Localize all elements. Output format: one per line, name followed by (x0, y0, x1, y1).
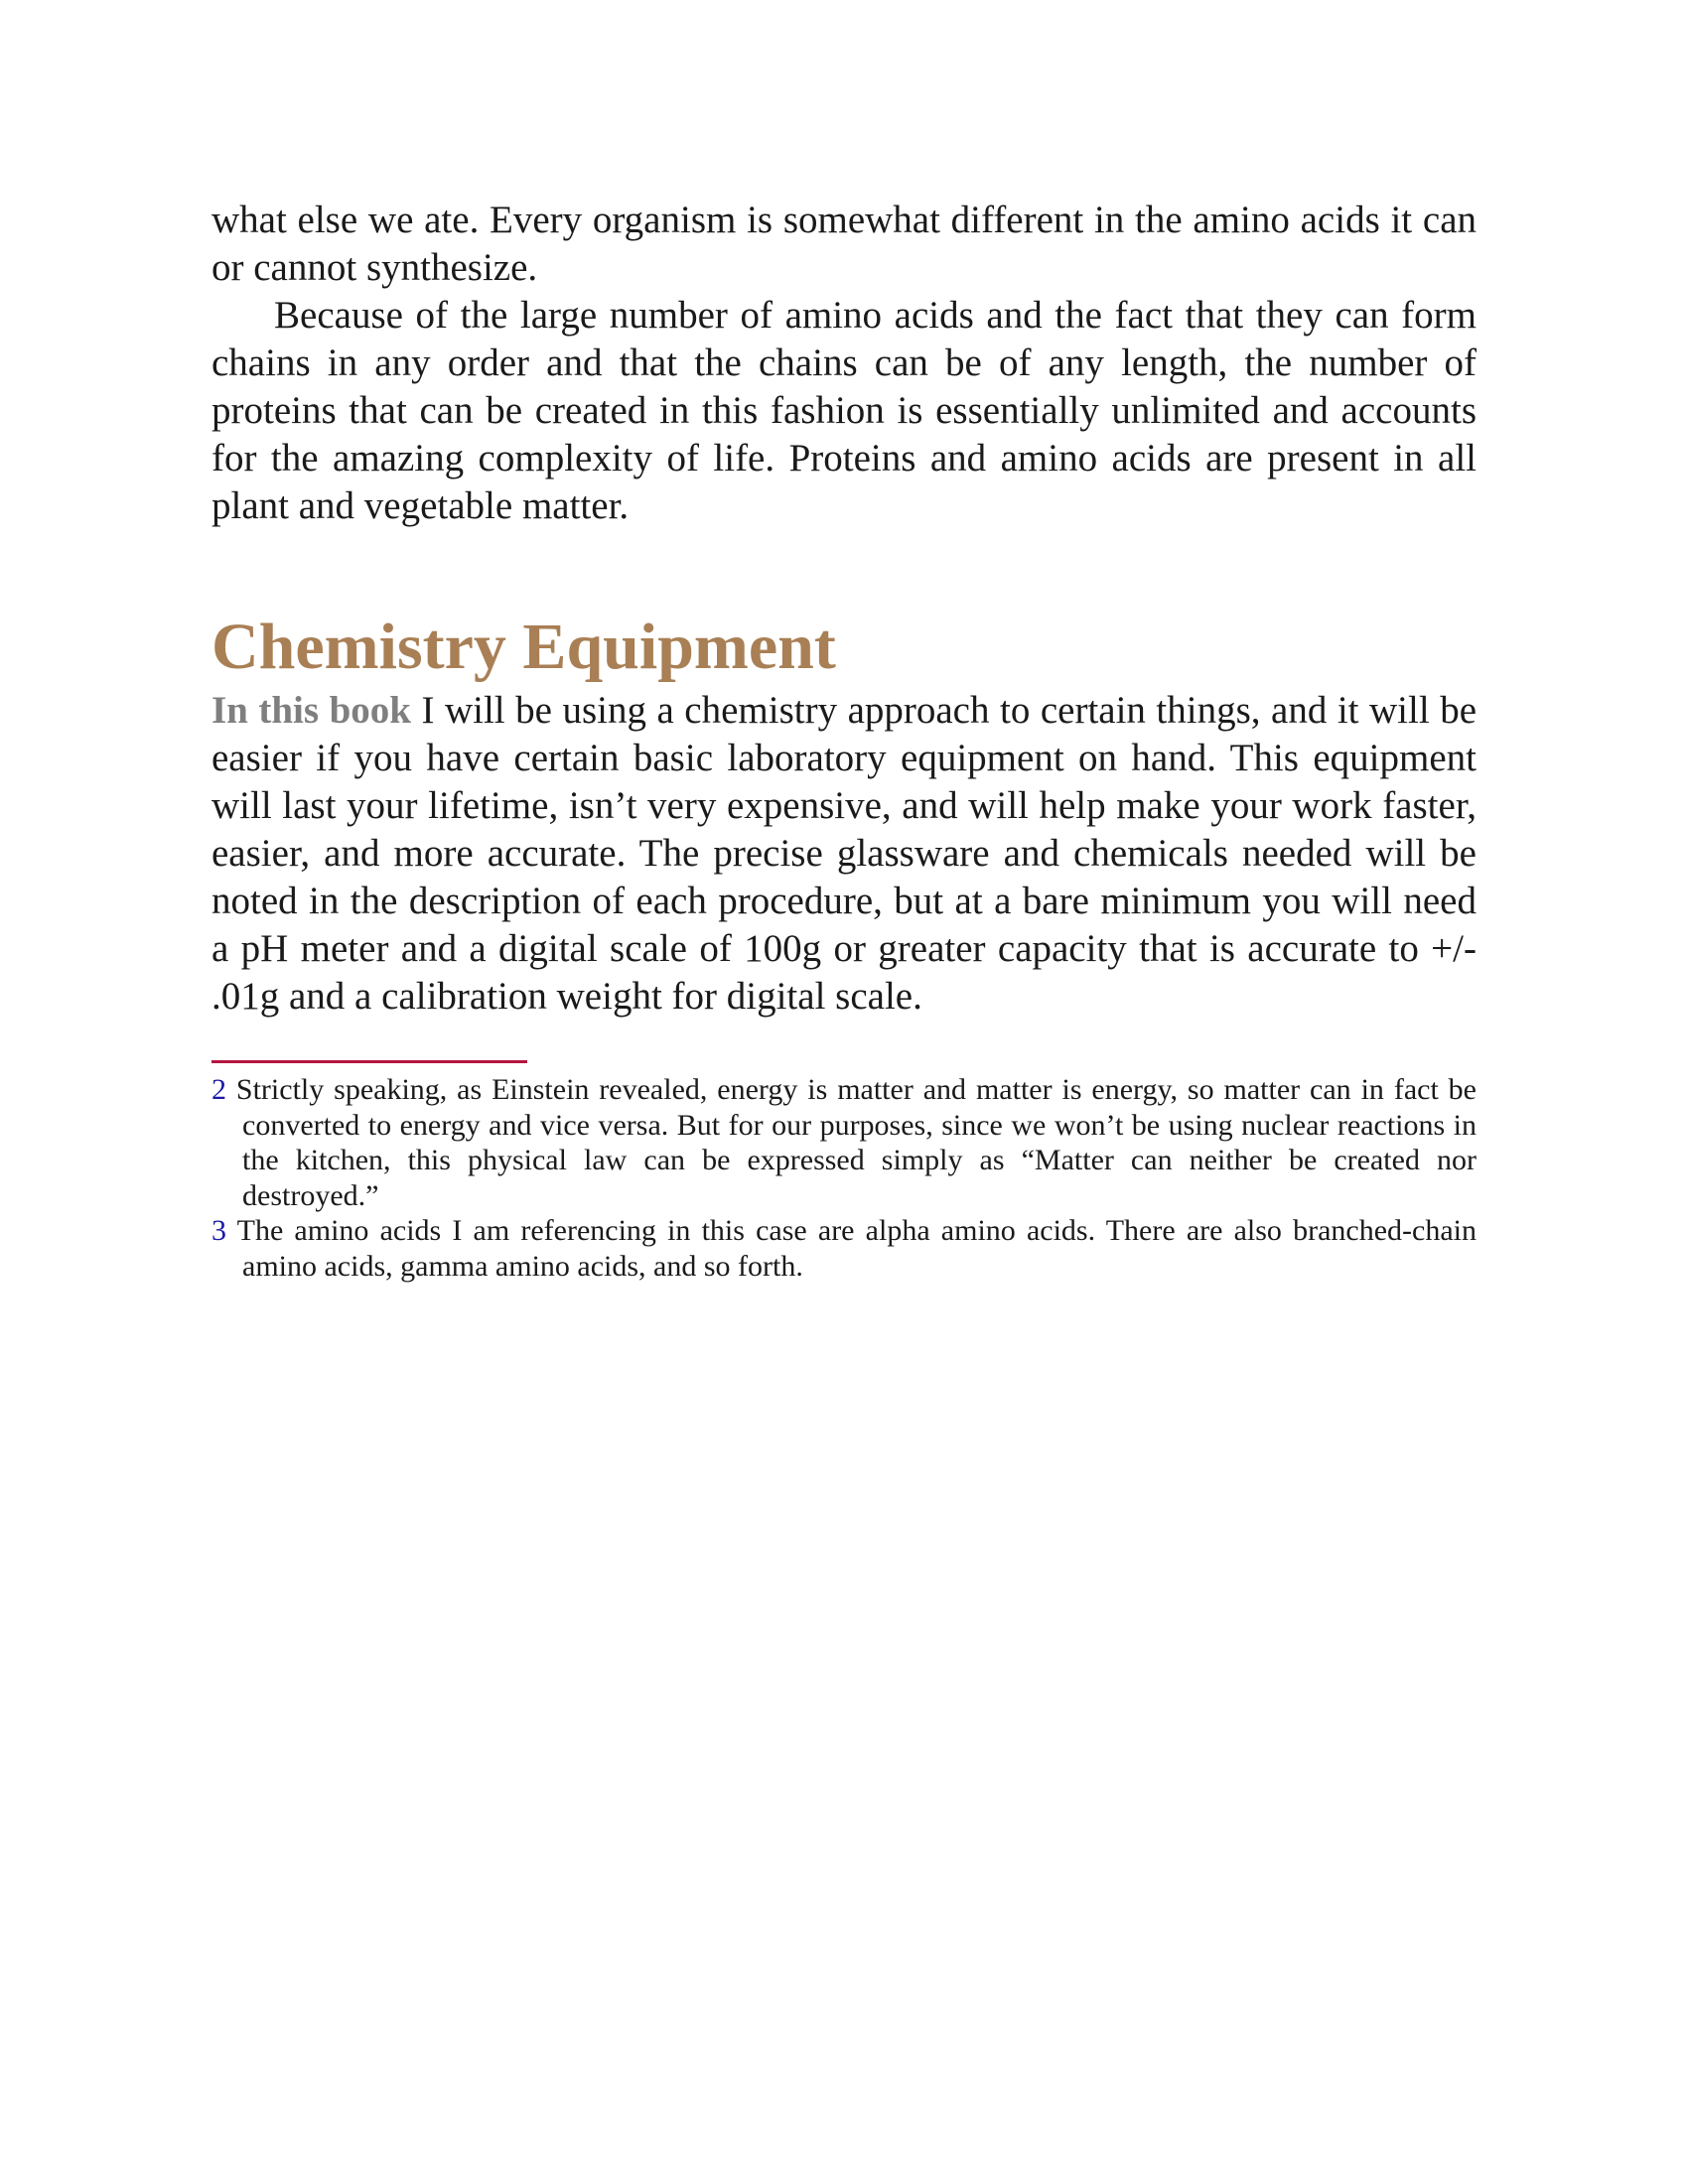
footnote-item (211, 1213, 1477, 1284)
footnote-text: Strictly speaking, as Einstein revealed, energy is matter and matter is energy, so matter can in fact be converted to energy and vice versa. But for our purposes, since we won’t be using nuclear reactions in the kitchen, this physical law can be expressed simply as “Matter can neither be created nor destroyed.” (226, 1073, 1477, 1212)
body-paragraph-continued: what else we ate. Every organism is somewhat different in the amino acids it can or cannot synthesize. (211, 199, 1477, 289)
lead-in-text: In this book (211, 689, 411, 732)
section-paragraph-text: I will be using a chemistry approach to certain things, and it will be easier if you have certain basic laboratory equipment on hand. This equipment will last your lifetime, isn’t very expensive, and will help make your work faster, easier, and more accurate. The precise glassware and chemicals needed will be noted in the description of each procedure, but at a bare minimum you will need a pH meter and a digital scale of 100g or greater capacity that is accurate to +/- .01g and a calibration weight for digital scale. (211, 689, 1477, 1018)
section-heading: Chemistry Equipment (211, 611, 836, 683)
document-page (211, 197, 1477, 1284)
footnotes (211, 1072, 1477, 1284)
footnote-text: The amino acids I am referencing in this case are alpha amino acids. There are also branched-chain amino acids, gamma amino acids, and so forth. (226, 1214, 1477, 1283)
section-paragraph (211, 687, 1477, 1021)
footnote-separator (211, 1060, 527, 1063)
body-paragraph: Because of the large number of amino acids and the fact that they can form chains in any order and that the chains can be of any length, the number of proteins that can be created in this fashion is essentially unlimited and accounts for the amazing complexity of life. Proteins and amino acids are present in all plant and vegetable matter. (211, 294, 1477, 527)
footnote-item (211, 1072, 1477, 1213)
footnote-number[interactable]: 2 (211, 1073, 226, 1106)
footnote-number[interactable]: 3 (211, 1214, 226, 1247)
